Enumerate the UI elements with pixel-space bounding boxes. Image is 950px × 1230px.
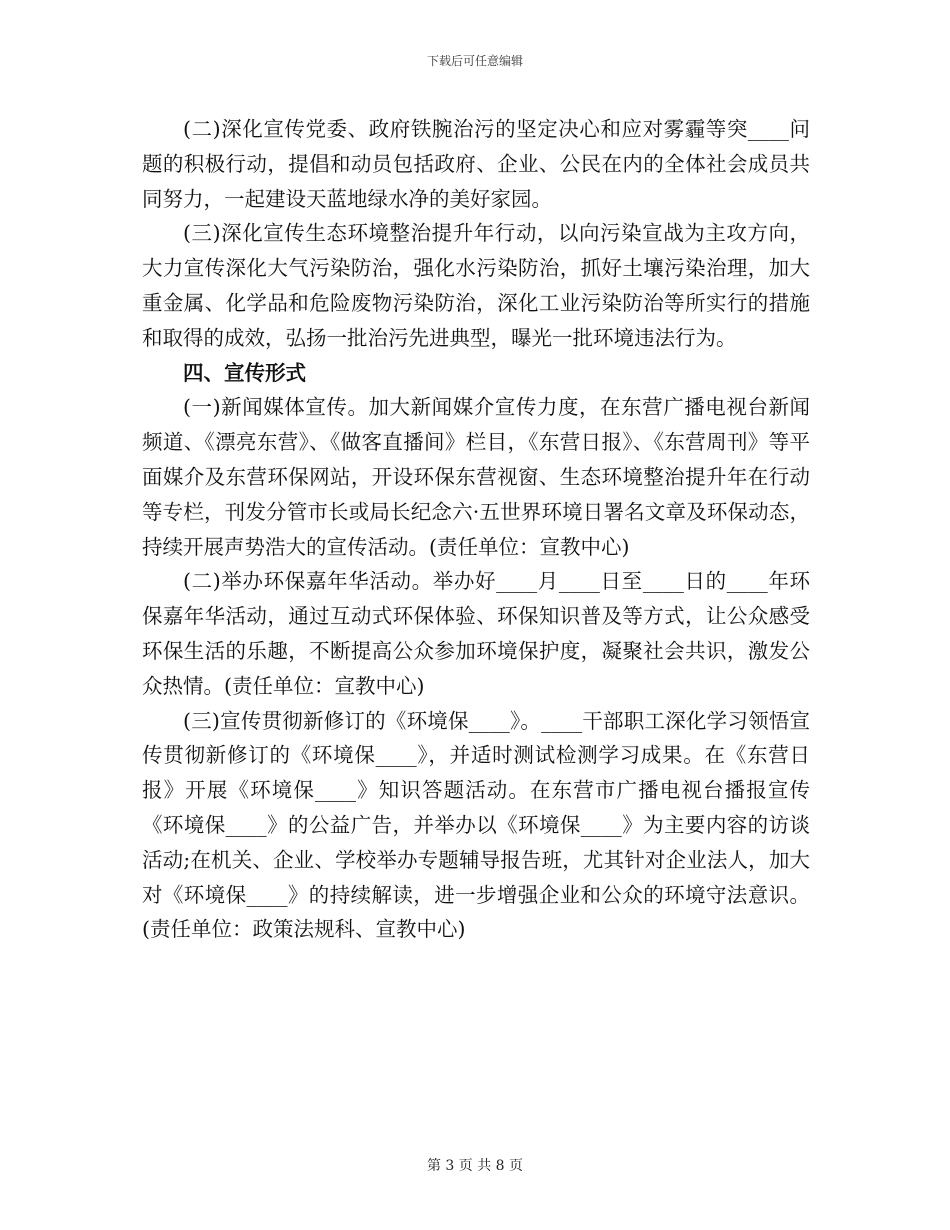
paragraph-environmental-law: (三)宣传贯彻新修订的《环境保____》。____干部职工深化学习领悟宣传贯彻新修订的《环境保____》，并适时测试检测学习成果。在《东营日报》开展《环境保____》知识答题活动。在东营市广播电视台播报宣传《环境保____》的公益广告，并举办以《环境保____》为主要内容的访谈活动;在机关、企业、学校举办专题辅导报告班，尤其针对企业法人，加大对《环境保____》的持续解读，进一步增强企业和公众的环境守法意识。(责任单位：政策法规科、宣教中心) bbox=[142, 708, 810, 942]
page-footer: 第 3 页 共 8 页 bbox=[426, 1158, 524, 1174]
paragraph-news-media: (一)新闻媒体宣传。加大新闻媒介宣传力度，在东营广播电视台新闻频道、《漂亮东营》、《做客直播间》栏目，《东营日报》、《东营周刊》等平面媒介及东营环保网站，开设环保东营视窗、生态环境整治提升年在行动等专栏，刊发分管市长或局长纪念六·五世界环境日署名文章及环保动态，持续开展声势浩大的宣传活动。(责任单位：宣教中心) bbox=[142, 395, 810, 559]
paragraph-deepen-propaganda-3: (三)深化宣传生态环境整治提升年行动，以向污染宣战为主攻方向，大力宣传深化大气污染防治，强化水污染防治，抓好土壤污染治理，加大重金属、化学品和危险废物污染防治，深化工业污染防治等所实行的措施和取得的成效，弘扬一批治污先进典型，曝光一批环境违法行为。 bbox=[142, 221, 810, 350]
document-body bbox=[142, 112, 810, 947]
page-header: 下载后可任意编辑 bbox=[426, 54, 523, 68]
paragraph-deepen-propaganda-2: (二)深化宣传党委、政府铁腕治污的坚定决心和应对雾霾等突____问题的积极行动，提倡和动员包括政府、企业、公民在内的全体社会成员共同努力，一起建设天蓝地绿水净的美好家园。 bbox=[142, 117, 810, 211]
paragraph-eco-carnival: (二)举办环保嘉年华活动。举办好____月____日至____日的____年环保嘉年华活动，通过互动式环保体验、环保知识普及等方式，让公众感受环保生活的乐趣，不断提高公众参加环境保护度，凝聚社会共识，激发公众热情。(责任单位：宣教中心) bbox=[142, 569, 810, 698]
section-heading-propaganda-forms: 四、宣传形式 bbox=[183, 360, 306, 385]
